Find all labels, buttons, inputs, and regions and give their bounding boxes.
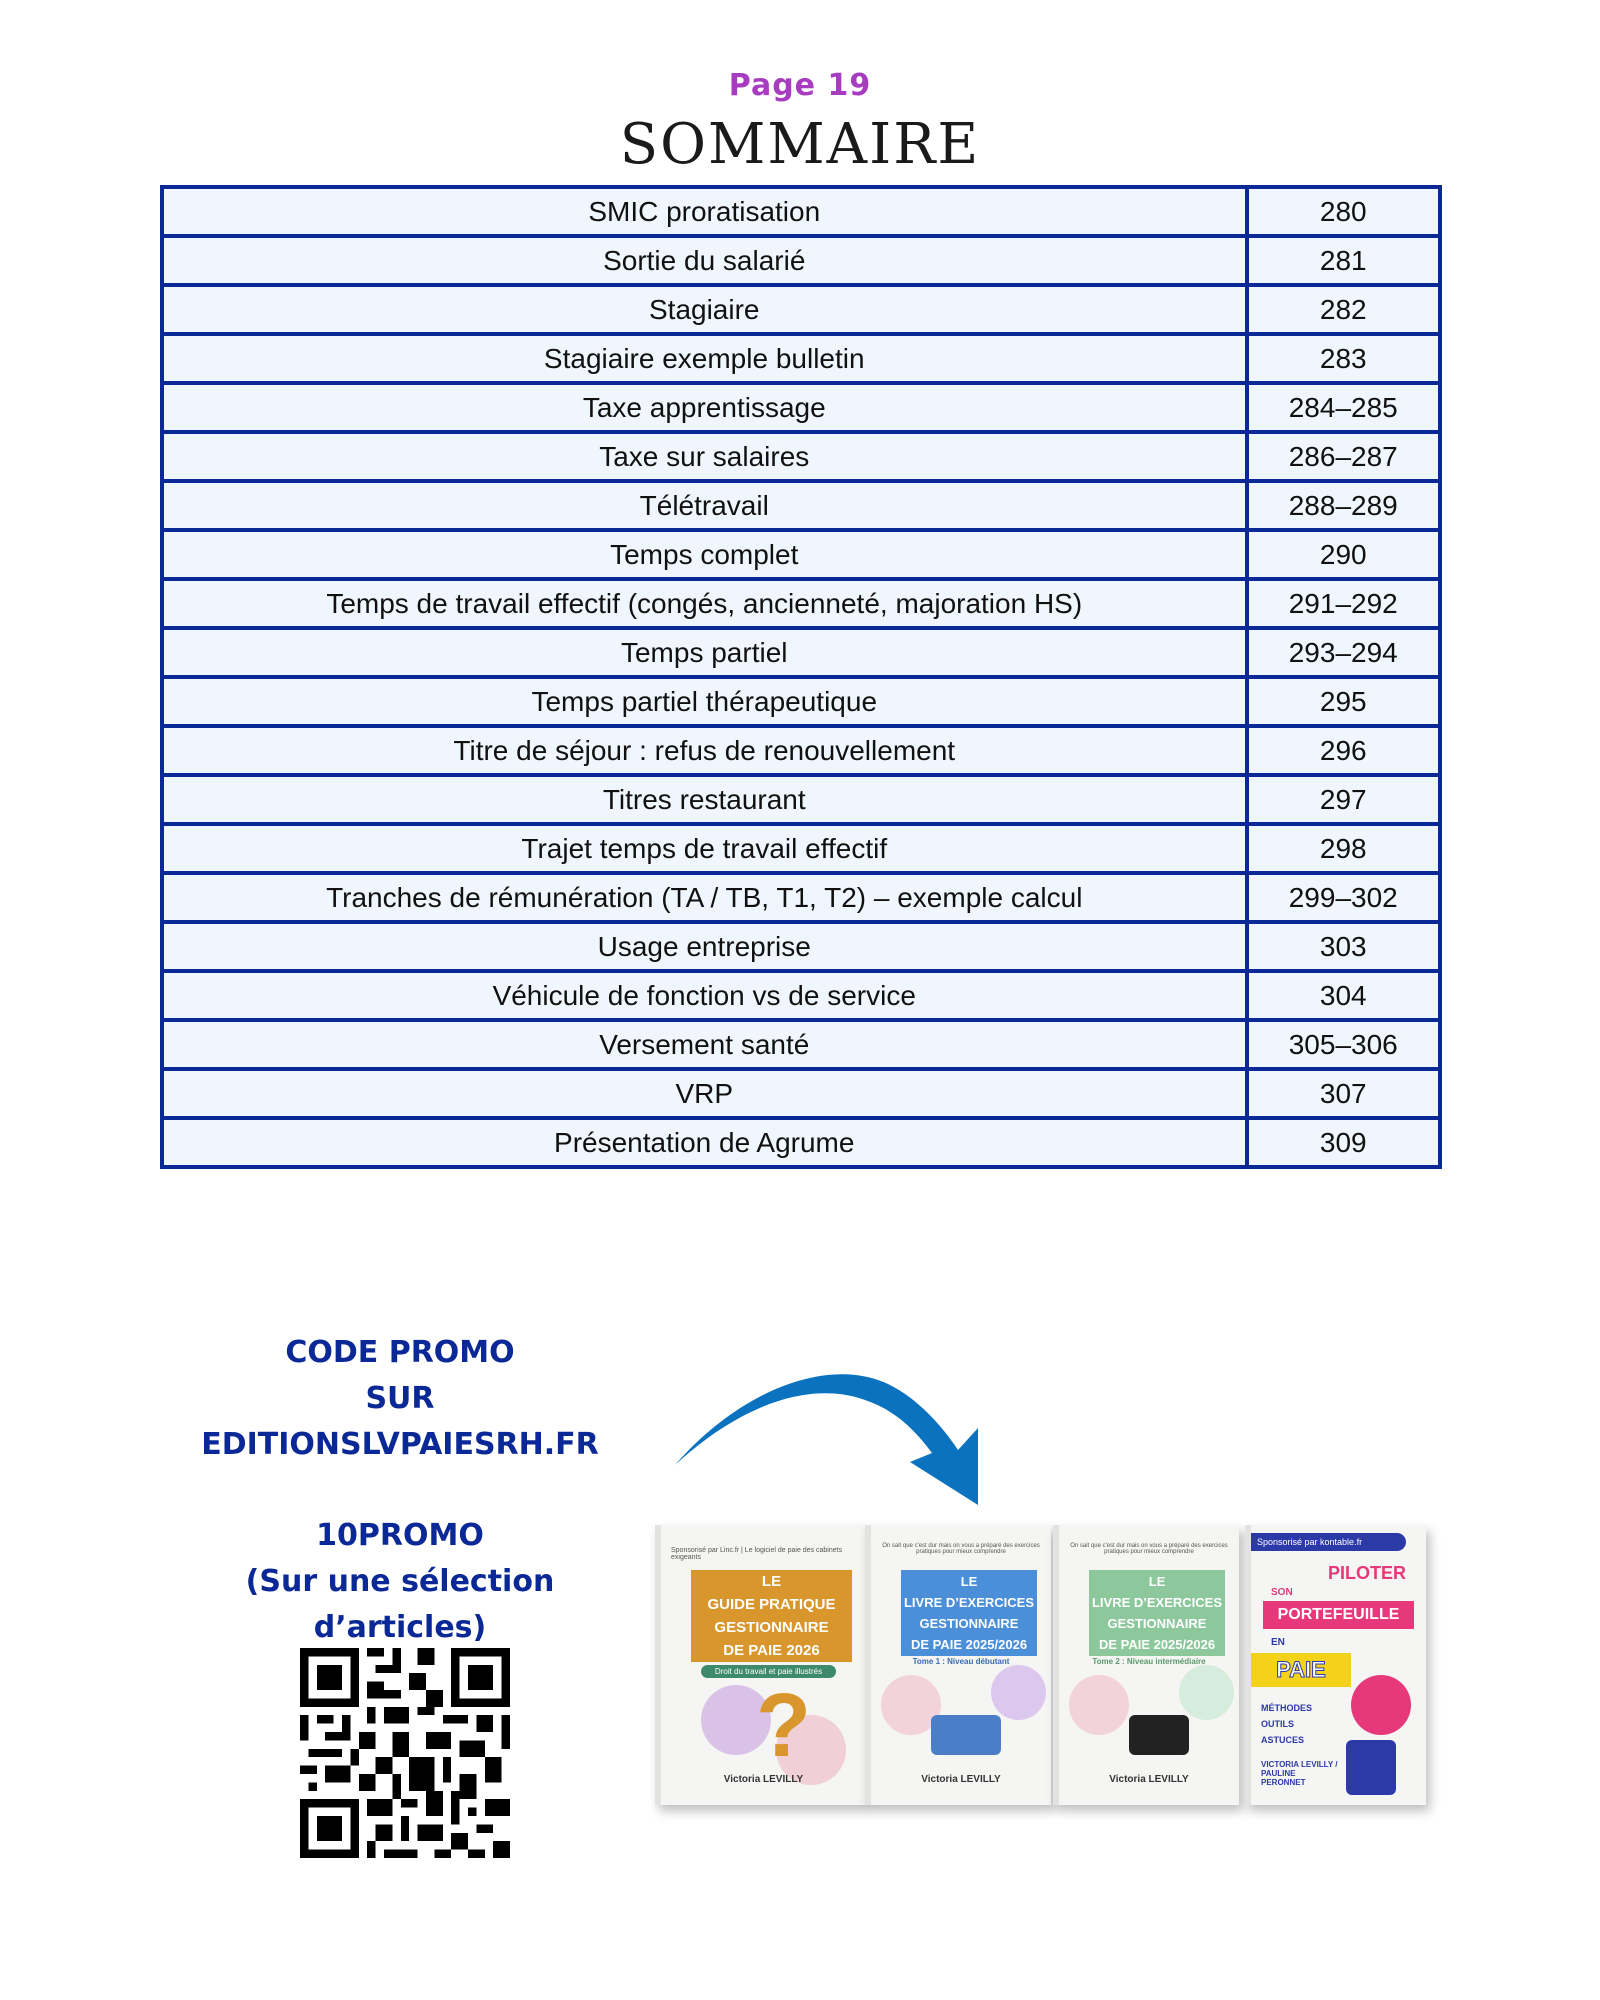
book-title-line: LIVRE D’EXERCICES bbox=[1089, 1591, 1225, 1614]
toc-entry-page: 286–287 bbox=[1247, 432, 1441, 481]
toc-entry-label: Versement santé bbox=[162, 1020, 1247, 1069]
book-author: VICTORIA LEVILLY / PAULINE PERONNET bbox=[1261, 1760, 1338, 1787]
toc-entry-page: 299–302 bbox=[1247, 873, 1441, 922]
book-title-line: GESTIONNAIRE bbox=[691, 1616, 852, 1639]
toc-entry-page: 290 bbox=[1247, 530, 1441, 579]
toc-entry-label: Temps de travail effectif (congés, ancienneté, majoration HS) bbox=[162, 579, 1247, 628]
book-title-line: LE bbox=[1089, 1570, 1225, 1593]
page-title: SOMMAIRE bbox=[619, 112, 981, 177]
toc-row[interactable] bbox=[162, 530, 1440, 579]
toc-entry-page: 282 bbox=[1247, 285, 1441, 334]
toc-entry-label: Titre de séjour : refus de renouvellement bbox=[162, 726, 1247, 775]
toc-entry-label: Véhicule de fonction vs de service bbox=[162, 971, 1247, 1020]
toc-entry-label: Sortie du salarié bbox=[162, 236, 1247, 285]
toc-entry-page: 281 bbox=[1247, 236, 1441, 285]
toc-row[interactable] bbox=[162, 1069, 1440, 1118]
promo-block bbox=[160, 1330, 640, 1651]
book-title-line: LIVRE D’EXERCICES bbox=[901, 1591, 1037, 1614]
toc-row[interactable] bbox=[162, 971, 1440, 1020]
toc-entry-page: 288–289 bbox=[1247, 481, 1441, 530]
toc-entry-label: Usage entreprise bbox=[162, 922, 1247, 971]
page-number-label: Page 19 bbox=[728, 68, 872, 103]
book-tagline: On sait que c'est dur mais on vous a préparé des exercices pratiques pour mieux comprendre bbox=[1070, 1543, 1228, 1555]
book-subtitle: Droit du travail et paie illustrés bbox=[701, 1665, 836, 1678]
toc-row[interactable] bbox=[162, 334, 1440, 383]
book-title-line: DE PAIE 2026 bbox=[691, 1639, 852, 1662]
toc-entry-label: VRP bbox=[162, 1069, 1247, 1118]
toc-entry-label: Titres restaurant bbox=[162, 775, 1247, 824]
toc-entry-page: 296 bbox=[1247, 726, 1441, 775]
book-cover-guide-pratique[interactable] bbox=[655, 1525, 866, 1805]
book-title-line: EN bbox=[1271, 1637, 1285, 1648]
book-author: Victoria LEVILLY bbox=[723, 1774, 804, 1785]
toc-entry-page: 283 bbox=[1247, 334, 1441, 383]
toc-entry-page: 280 bbox=[1247, 187, 1441, 236]
book-title-line: SON bbox=[1271, 1587, 1293, 1598]
book-cover-piloter-portefeuille[interactable] bbox=[1245, 1525, 1426, 1805]
toc-entry-label: Présentation de Agrume bbox=[162, 1118, 1247, 1167]
curved-arrow-icon bbox=[660, 1350, 990, 1510]
book-title-line: GUIDE PRATIQUE bbox=[691, 1593, 852, 1616]
toc-entry-page: 307 bbox=[1247, 1069, 1441, 1118]
toc-entry-label: Stagiaire bbox=[162, 285, 1247, 334]
toc-entry-page: 297 bbox=[1247, 775, 1441, 824]
promo-website-link[interactable]: EDITIONSLVPAIESRH.FR bbox=[201, 1427, 599, 1462]
toc-entry-page: 284–285 bbox=[1247, 383, 1441, 432]
book-bullet: ASTUCES bbox=[1261, 1735, 1305, 1745]
toc-entry-label: Temps partiel bbox=[162, 628, 1247, 677]
book-author: Victoria LEVILLY bbox=[921, 1774, 1001, 1785]
toc-entry-page: 303 bbox=[1247, 922, 1441, 971]
toc-row[interactable] bbox=[162, 187, 1440, 236]
book-author: Victoria LEVILLY bbox=[1109, 1774, 1189, 1785]
promo-note: (Sur une sélection d’articles) bbox=[245, 1564, 555, 1645]
book-bullet: MÉTHODES bbox=[1261, 1703, 1313, 1713]
toc-entry-label: Temps complet bbox=[162, 530, 1247, 579]
toc-entry-label: Tranches de rémunération (TA / TB, T1, T2) – exemple calcul bbox=[162, 873, 1247, 922]
book-subtitle: Tome 2 : Niveau intermédiaire bbox=[1092, 1657, 1206, 1666]
toc-entry-label: Temps partiel thérapeutique bbox=[162, 677, 1247, 726]
toc-entry-label: Trajet temps de travail effectif bbox=[162, 824, 1247, 873]
toc-row[interactable] bbox=[162, 873, 1440, 922]
toc-row[interactable] bbox=[162, 1118, 1440, 1167]
book-title-line: GESTIONNAIRE bbox=[1089, 1612, 1225, 1635]
calculator-icon bbox=[1346, 1740, 1396, 1795]
book-title-line: LE bbox=[901, 1570, 1037, 1593]
toc-row[interactable] bbox=[162, 285, 1440, 334]
book-bullet: OUTILS bbox=[1261, 1719, 1294, 1729]
book-title-line: DE PAIE 2025/2026 bbox=[901, 1633, 1037, 1656]
book-title-line: PAIE bbox=[1251, 1653, 1351, 1687]
question-mark-icon: ? bbox=[756, 1676, 811, 1776]
toc-entry-page: 298 bbox=[1247, 824, 1441, 873]
book-sponsor: Sponsorisé par Linc.fr | Le logiciel de paie des cabinets exigeants bbox=[671, 1547, 843, 1561]
book-subtitle: Tome 1 : Niveau débutant bbox=[912, 1657, 1010, 1666]
book-title-line: DE PAIE 2025/2026 bbox=[1089, 1633, 1225, 1656]
toc-entry-label: SMIC proratisation bbox=[162, 187, 1247, 236]
promo-code: 10PROMO bbox=[316, 1518, 484, 1553]
book-sponsor: Sponsorisé par kontable.fr bbox=[1251, 1533, 1406, 1551]
toc-entry-page: 293–294 bbox=[1247, 628, 1441, 677]
toc-row[interactable] bbox=[162, 432, 1440, 481]
toc-entry-page: 309 bbox=[1247, 1118, 1441, 1167]
toc-row[interactable] bbox=[162, 383, 1440, 432]
toc-row[interactable] bbox=[162, 236, 1440, 285]
toc-entry-page: 304 bbox=[1247, 971, 1441, 1020]
book-cover-livre-exercices-tome1[interactable] bbox=[865, 1525, 1051, 1805]
toc-entry-label: Télétravail bbox=[162, 481, 1247, 530]
toc-row[interactable] bbox=[162, 775, 1440, 824]
book-title-line: PORTEFEUILLE bbox=[1263, 1601, 1414, 1629]
toc-entry-page: 305–306 bbox=[1247, 1020, 1441, 1069]
toc-entry-page: 291–292 bbox=[1247, 579, 1441, 628]
book-cover-livre-exercices-tome2[interactable] bbox=[1053, 1525, 1239, 1805]
toc-row[interactable] bbox=[162, 628, 1440, 677]
toc-table bbox=[160, 185, 1442, 1169]
qr-code-icon[interactable] bbox=[300, 1648, 510, 1858]
toc-row[interactable] bbox=[162, 726, 1440, 775]
toc-entry-label: Taxe sur salaires bbox=[162, 432, 1247, 481]
toc-entry-label: Taxe apprentissage bbox=[162, 383, 1247, 432]
toc-row[interactable] bbox=[162, 677, 1440, 726]
toc-row[interactable] bbox=[162, 824, 1440, 873]
toc-entry-page: 295 bbox=[1247, 677, 1441, 726]
toc-row[interactable] bbox=[162, 922, 1440, 971]
book-tagline: On sait que c'est dur mais on vous a préparé des exercices pratiques pour mieux comprendre bbox=[882, 1543, 1040, 1555]
toc-row[interactable] bbox=[162, 1020, 1440, 1069]
toc-row[interactable] bbox=[162, 481, 1440, 530]
promo-line-1: CODE PROMO bbox=[285, 1335, 515, 1370]
book-covers bbox=[655, 1515, 1475, 1815]
book-title-line: GESTIONNAIRE bbox=[901, 1612, 1037, 1635]
toc-row[interactable] bbox=[162, 579, 1440, 628]
book-title-line: PILOTER bbox=[1327, 1563, 1406, 1583]
book-title-line: LE bbox=[691, 1570, 852, 1593]
promo-line-2: SUR bbox=[365, 1381, 435, 1416]
toc-entry-label: Stagiaire exemple bulletin bbox=[162, 334, 1247, 383]
